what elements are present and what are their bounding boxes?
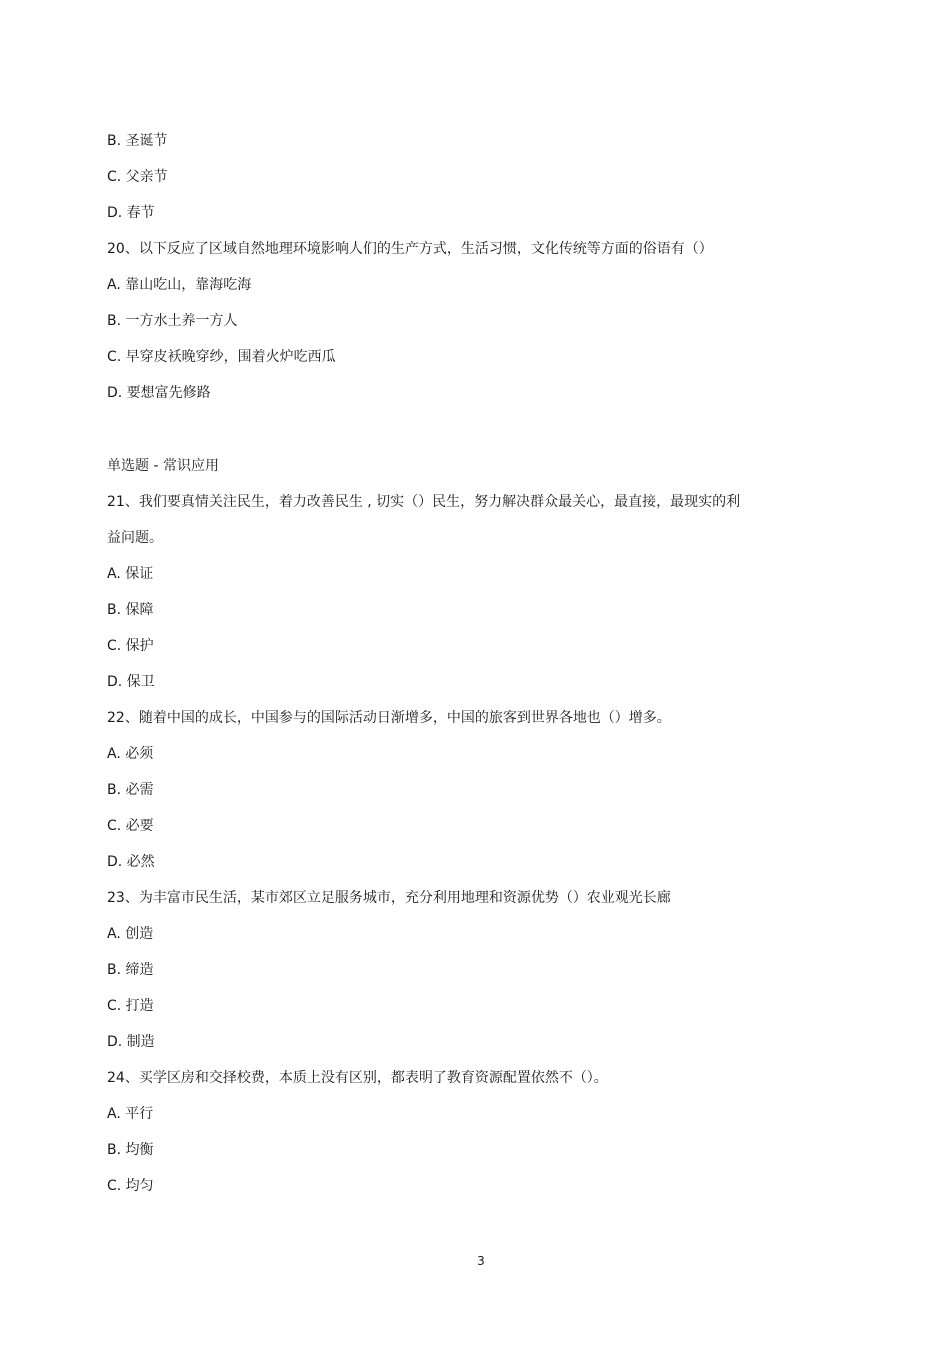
option-23-b: B. 缔造 — [107, 962, 154, 978]
option-23-c: C. 打造 — [107, 998, 154, 1014]
option-22-d: D. 必然 — [107, 854, 155, 870]
question-23: 23、为丰富市民生活，某市郊区立足服务城市，充分利用地理和资源优势（）农业观光长廊 — [107, 890, 671, 906]
question-20: 20、以下反应了区域自然地理环境影响人们的生产方式，生活习惯，文化传统等方面的俗语有（） — [107, 241, 713, 257]
option-24-b: B. 均衡 — [107, 1142, 154, 1158]
page-number: 3 — [477, 1254, 485, 1268]
option-23-d: D. 制造 — [107, 1034, 155, 1050]
question-21-continued: 益问题。 — [107, 530, 163, 546]
option-19-c: C. 父亲节 — [107, 169, 168, 185]
option-21-a: A. 保证 — [107, 566, 154, 582]
question-24: 24、买学区房和交择校费，本质上没有区别，都表明了教育资源配置依然不（）。 — [107, 1070, 608, 1086]
option-22-b: B. 必需 — [107, 782, 154, 798]
option-22-c: C. 必要 — [107, 818, 154, 834]
option-20-c: C. 早穿皮袄晚穿纱，围着火炉吃西瓜 — [107, 349, 336, 365]
option-21-c: C. 保护 — [107, 638, 154, 654]
section-heading: 单选题 - 常识应用 — [107, 458, 219, 474]
option-19-d: D. 春节 — [107, 205, 155, 221]
option-19-b: B. 圣诞节 — [107, 133, 168, 149]
question-22: 22、随着中国的成长，中国参与的国际活动日渐增多，中国的旅客到世界各地也（）增多。 — [107, 710, 671, 726]
option-20-a: A. 靠山吃山，靠海吃海 — [107, 277, 252, 293]
option-21-d: D. 保卫 — [107, 674, 155, 690]
option-20-b: B. 一方水土养一方人 — [107, 313, 238, 329]
option-22-a: A. 必须 — [107, 746, 154, 762]
question-21: 21、我们要真情关注民生，着力改善民生 , 切实（）民生，努力解决群众最关心，最直接，最现实的利 — [107, 494, 741, 510]
option-21-b: B. 保障 — [107, 602, 154, 618]
option-23-a: A. 创造 — [107, 926, 154, 942]
option-24-c: C. 均匀 — [107, 1178, 154, 1194]
option-24-a: A. 平行 — [107, 1106, 154, 1122]
option-20-d: D. 要想富先修路 — [107, 385, 211, 401]
